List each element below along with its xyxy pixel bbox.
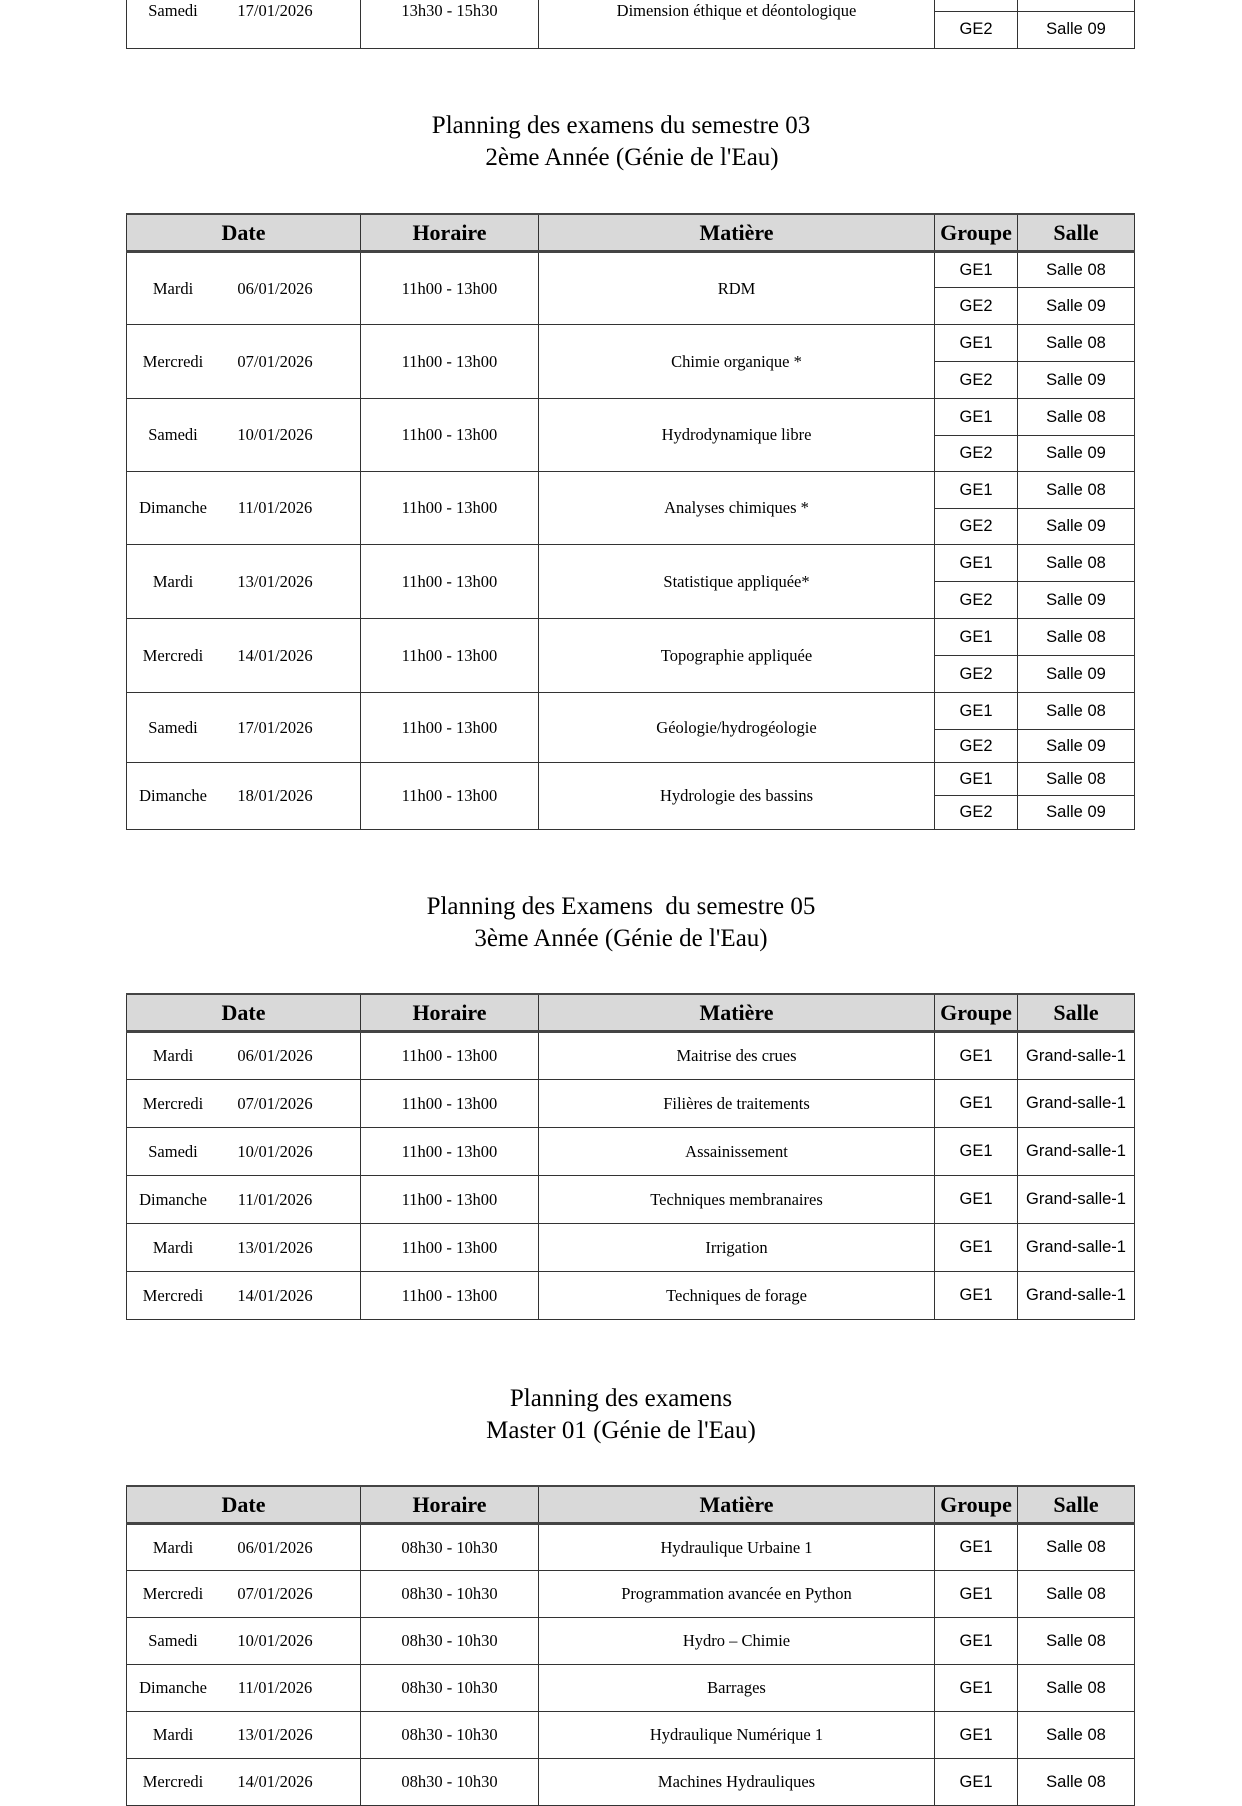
exam-day: Mercredi (142, 1772, 204, 1791)
exam-day: Mercredi (142, 1285, 204, 1305)
date-cell (127, 545, 361, 619)
section-title-semestre-03 (0, 110, 1242, 174)
date-cell (127, 1176, 361, 1224)
exam-room: Salle 08 (1018, 472, 1135, 509)
exam-subject: Hydrologie des bassins (539, 763, 935, 830)
date-cell (127, 1759, 361, 1806)
exam-subject: Statistique appliquée* (539, 545, 935, 619)
exam-day: Samedi (148, 425, 198, 444)
section-title-line2: 2ème Année (Génie de l'Eau) (485, 144, 779, 171)
exam-room: Salle 09 (1018, 436, 1135, 472)
exam-subject: RDM (539, 252, 935, 325)
exam-room: Salle 08 (1018, 399, 1135, 436)
exam-room: Salle 09 (1018, 656, 1135, 693)
exam-subject: Maitrise des crues (539, 1032, 935, 1080)
exam-group: GE1 (935, 1224, 1018, 1272)
table-row (127, 1665, 1135, 1712)
exam-date: 14/01/2026 (237, 645, 313, 665)
column-header-groupe: Groupe (935, 214, 1018, 252)
exam-room: Grand-salle-1 (1018, 1272, 1135, 1320)
column-header-horaire: Horaire (361, 994, 539, 1032)
exam-time: 11h00 - 13h00 (361, 1224, 539, 1272)
exam-subject: Programmation avancée en Python (539, 1571, 935, 1618)
exam-date: 10/01/2026 (237, 1141, 313, 1161)
exam-group: GE1 (935, 1080, 1018, 1128)
exam-date: 14/01/2026 (237, 1772, 313, 1791)
exam-group: GE1 (935, 1128, 1018, 1176)
exam-date: 07/01/2026 (237, 1093, 313, 1113)
table-row (127, 545, 1135, 582)
date-cell (127, 1032, 361, 1080)
exam-group: GE1 (935, 325, 1018, 362)
exam-time: 11h00 - 13h00 (361, 399, 539, 472)
date-cell (127, 252, 361, 325)
table-row (127, 1176, 1135, 1224)
exam-room: Salle 08 (1018, 693, 1135, 730)
date-cell (127, 619, 361, 693)
column-header-groupe: Groupe (935, 1486, 1018, 1524)
exam-subject: Chimie organique * (539, 325, 935, 399)
table-row (127, 763, 1135, 796)
date-cell (127, 0, 361, 48)
exam-date: 13/01/2026 (237, 1237, 313, 1257)
exam-room: Salle 08 (1018, 1618, 1135, 1665)
date-cell (127, 1665, 361, 1712)
exam-time: 08h30 - 10h30 (361, 1524, 539, 1571)
date-cell (127, 1224, 361, 1272)
exam-date: 11/01/2026 (237, 1189, 313, 1209)
exam-time: 08h30 - 10h30 (361, 1571, 539, 1618)
exam-subject: Hydraulique Numérique 1 (539, 1712, 935, 1759)
exam-room: Grand-salle-1 (1018, 1032, 1135, 1080)
exam-group: GE1 (935, 1524, 1018, 1571)
exam-room: Salle 08 (1018, 545, 1135, 582)
exam-day: Samedi (148, 1141, 198, 1161)
exam-day: Mercredi (142, 351, 204, 371)
exam-date: 07/01/2026 (237, 351, 313, 371)
exam-date: 10/01/2026 (237, 1631, 313, 1650)
exam-room: Salle 09 (1018, 582, 1135, 619)
exam-group: GE2 (935, 730, 1018, 763)
exam-room: Salle 09 (1018, 796, 1135, 830)
exam-group: GE2 (935, 11, 1018, 48)
column-header-matiere: Matière (539, 1486, 935, 1524)
exam-subject: Topographie appliquée (539, 619, 935, 693)
exam-day: Dimanche (139, 1678, 207, 1697)
column-header-salle: Salle (1018, 1486, 1135, 1524)
exam-date: 13/01/2026 (237, 1725, 313, 1744)
exam-group: GE1 (935, 1759, 1018, 1806)
previous-exam-table-partial (126, 0, 1135, 49)
table-row (127, 1272, 1135, 1320)
table-row (127, 619, 1135, 656)
column-header-salle: Salle (1018, 214, 1135, 252)
exam-room: Salle 08 (1018, 1712, 1135, 1759)
date-cell (127, 1712, 361, 1759)
table-row (127, 472, 1135, 509)
exam-table-master-01 (126, 1485, 1135, 1806)
exam-group: GE1 (935, 1618, 1018, 1665)
column-header-horaire: Horaire (361, 214, 539, 252)
table-row (127, 1759, 1135, 1806)
exam-day: Mardi (152, 1237, 194, 1257)
exam-time: 11h00 - 13h00 (361, 472, 539, 545)
exam-time: 11h00 - 13h00 (361, 252, 539, 325)
exam-room: Salle 09 (1018, 362, 1135, 399)
table-row (127, 693, 1135, 730)
exam-time: 11h00 - 13h00 (361, 1176, 539, 1224)
date-cell (127, 1272, 361, 1320)
exam-subject: Machines Hydrauliques (539, 1759, 935, 1806)
exam-subject: Dimension éthique et déontologique (539, 0, 935, 48)
exam-time: 11h00 - 13h00 (361, 1080, 539, 1128)
exam-date: 06/01/2026 (237, 1537, 313, 1557)
exam-group: GE1 (935, 1712, 1018, 1759)
date-cell (127, 399, 361, 472)
section-title-line2: Master 01 (Génie de l'Eau) (486, 1417, 756, 1444)
exam-room: Salle 08 (1018, 1571, 1135, 1618)
table-row (127, 1128, 1135, 1176)
exam-day: Mercredi (142, 1093, 204, 1113)
exam-day: Mardi (152, 571, 194, 591)
exam-group: GE1 (935, 545, 1018, 582)
section-title-line1: Planning des Examens du semestre 05 (426, 893, 816, 920)
exam-subject: Techniques de forage (539, 1272, 935, 1320)
exam-table-semestre-03 (126, 213, 1135, 830)
exam-group: GE1 (935, 1571, 1018, 1618)
exam-room: Salle 09 (1018, 288, 1135, 325)
exam-day: Mardi (152, 1046, 194, 1065)
exam-subject: Analyses chimiques * (539, 472, 935, 545)
exam-day: Samedi (148, 0, 198, 20)
exam-time: 08h30 - 10h30 (361, 1759, 539, 1806)
table-row (127, 1618, 1135, 1665)
exam-day: Dimanche (139, 1189, 207, 1209)
table-row (127, 399, 1135, 436)
date-cell (127, 1571, 361, 1618)
column-header-horaire: Horaire (361, 1486, 539, 1524)
exam-date: 14/01/2026 (237, 1285, 313, 1305)
table-row (127, 0, 1135, 11)
exam-group: GE2 (935, 288, 1018, 325)
exam-subject: Barrages (539, 1665, 935, 1712)
exam-group: GE1 (935, 472, 1018, 509)
exam-time: 13h30 - 15h30 (361, 0, 539, 48)
exam-day: Mardi (152, 1725, 194, 1744)
exam-time: 11h00 - 13h00 (361, 1272, 539, 1320)
exam-date: 17/01/2026 (237, 717, 313, 737)
exam-room: Grand-salle-1 (1018, 1176, 1135, 1224)
column-header-salle: Salle (1018, 994, 1135, 1032)
exam-date: 10/01/2026 (237, 425, 313, 444)
exam-room: Grand-salle-1 (1018, 1080, 1135, 1128)
exam-day: Dimanche (139, 786, 207, 805)
section-title-master-01 (0, 1383, 1242, 1447)
exam-room: Salle 08 (1018, 325, 1135, 362)
exam-subject: Hydraulique Urbaine 1 (539, 1524, 935, 1571)
exam-room: Salle 08 (1018, 1759, 1135, 1806)
table-header-row (127, 1486, 1135, 1524)
exam-day: Mercredi (142, 1584, 204, 1603)
exam-subject: Assainissement (539, 1128, 935, 1176)
exam-room: Salle 09 (1018, 509, 1135, 545)
column-header-matiere: Matière (539, 214, 935, 252)
exam-group: GE2 (935, 509, 1018, 545)
table-row (127, 325, 1135, 362)
table-header-row (127, 214, 1135, 252)
exam-subject: Techniques membranaires (539, 1176, 935, 1224)
section-title-line2: 3ème Année (Génie de l'Eau) (474, 925, 768, 952)
date-cell (127, 1128, 361, 1176)
exam-time: 11h00 - 13h00 (361, 619, 539, 693)
exam-group: GE2 (935, 362, 1018, 399)
column-header-groupe: Groupe (935, 994, 1018, 1032)
table-row (127, 1032, 1135, 1080)
date-cell (127, 325, 361, 399)
date-cell (127, 472, 361, 545)
date-cell (127, 1618, 361, 1665)
exam-room: Salle 08 (1018, 619, 1135, 656)
table-row (127, 1571, 1135, 1618)
exam-date: 13/01/2026 (237, 571, 313, 591)
section-title-line1: Planning des examens du semestre 03 (431, 112, 811, 139)
exam-group: GE2 (935, 582, 1018, 619)
exam-group: GE1 (935, 1176, 1018, 1224)
exam-time: 11h00 - 13h00 (361, 325, 539, 399)
date-cell (127, 1524, 361, 1571)
exam-day: Samedi (148, 717, 198, 737)
exam-room: Grand-salle-1 (1018, 1128, 1135, 1176)
table-row (127, 1224, 1135, 1272)
exam-time: 08h30 - 10h30 (361, 1665, 539, 1712)
exam-room (1018, 0, 1135, 11)
exam-time: 11h00 - 13h00 (361, 763, 539, 830)
exam-group: GE1 (935, 1272, 1018, 1320)
exam-date: 18/01/2026 (237, 786, 313, 805)
exam-day: Mardi (152, 278, 194, 298)
date-cell (127, 693, 361, 763)
date-cell (127, 763, 361, 830)
column-header-date: Date (127, 1486, 361, 1524)
exam-table-semestre-05 (126, 993, 1135, 1320)
exam-group (935, 0, 1018, 11)
exam-room: Salle 08 (1018, 1524, 1135, 1571)
exam-date: 06/01/2026 (237, 278, 313, 298)
table-row (127, 1080, 1135, 1128)
exam-date: 06/01/2026 (237, 1046, 313, 1065)
exam-date: 11/01/2026 (237, 498, 313, 517)
column-header-matiere: Matière (539, 994, 935, 1032)
exam-group: GE2 (935, 436, 1018, 472)
exam-room: Salle 08 (1018, 1665, 1135, 1712)
exam-room: Salle 08 (1018, 252, 1135, 288)
exam-room: Salle 08 (1018, 763, 1135, 796)
exam-subject: Filières de traitements (539, 1080, 935, 1128)
date-cell (127, 1080, 361, 1128)
exam-group: GE1 (935, 1665, 1018, 1712)
exam-group: GE1 (935, 1032, 1018, 1080)
exam-group: GE1 (935, 252, 1018, 288)
table-row (127, 252, 1135, 288)
exam-date: 17/01/2026 (237, 0, 313, 20)
exam-time: 11h00 - 13h00 (361, 693, 539, 763)
exam-time: 08h30 - 10h30 (361, 1618, 539, 1665)
column-header-date: Date (127, 214, 361, 252)
exam-group: GE1 (935, 619, 1018, 656)
exam-group: GE1 (935, 399, 1018, 436)
exam-time: 11h00 - 13h00 (361, 545, 539, 619)
exam-room: Salle 09 (1018, 11, 1135, 48)
exam-subject: Géologie/hydrogéologie (539, 693, 935, 763)
exam-time: 11h00 - 13h00 (361, 1128, 539, 1176)
exam-day: Mardi (152, 1537, 194, 1557)
exam-time: 11h00 - 13h00 (361, 1032, 539, 1080)
exam-group: GE1 (935, 693, 1018, 730)
exam-group: GE2 (935, 796, 1018, 830)
exam-group: GE1 (935, 763, 1018, 796)
exam-date: 11/01/2026 (237, 1678, 313, 1697)
table-row (127, 1712, 1135, 1759)
exam-room: Grand-salle-1 (1018, 1224, 1135, 1272)
table-header-row (127, 994, 1135, 1032)
exam-group: GE2 (935, 656, 1018, 693)
exam-subject: Hydrodynamique libre (539, 399, 935, 472)
exam-date: 07/01/2026 (237, 1584, 313, 1603)
exam-subject: Irrigation (539, 1224, 935, 1272)
section-title-line1: Planning des examens (509, 1385, 733, 1412)
exam-room: Salle 09 (1018, 730, 1135, 763)
exam-day: Dimanche (139, 498, 207, 517)
table-row (127, 1524, 1135, 1571)
exam-time: 08h30 - 10h30 (361, 1712, 539, 1759)
section-title-semestre-05 (0, 891, 1242, 955)
column-header-date: Date (127, 994, 361, 1032)
exam-day: Mercredi (142, 645, 204, 665)
exam-subject: Hydro – Chimie (539, 1618, 935, 1665)
exam-day: Samedi (148, 1631, 198, 1650)
